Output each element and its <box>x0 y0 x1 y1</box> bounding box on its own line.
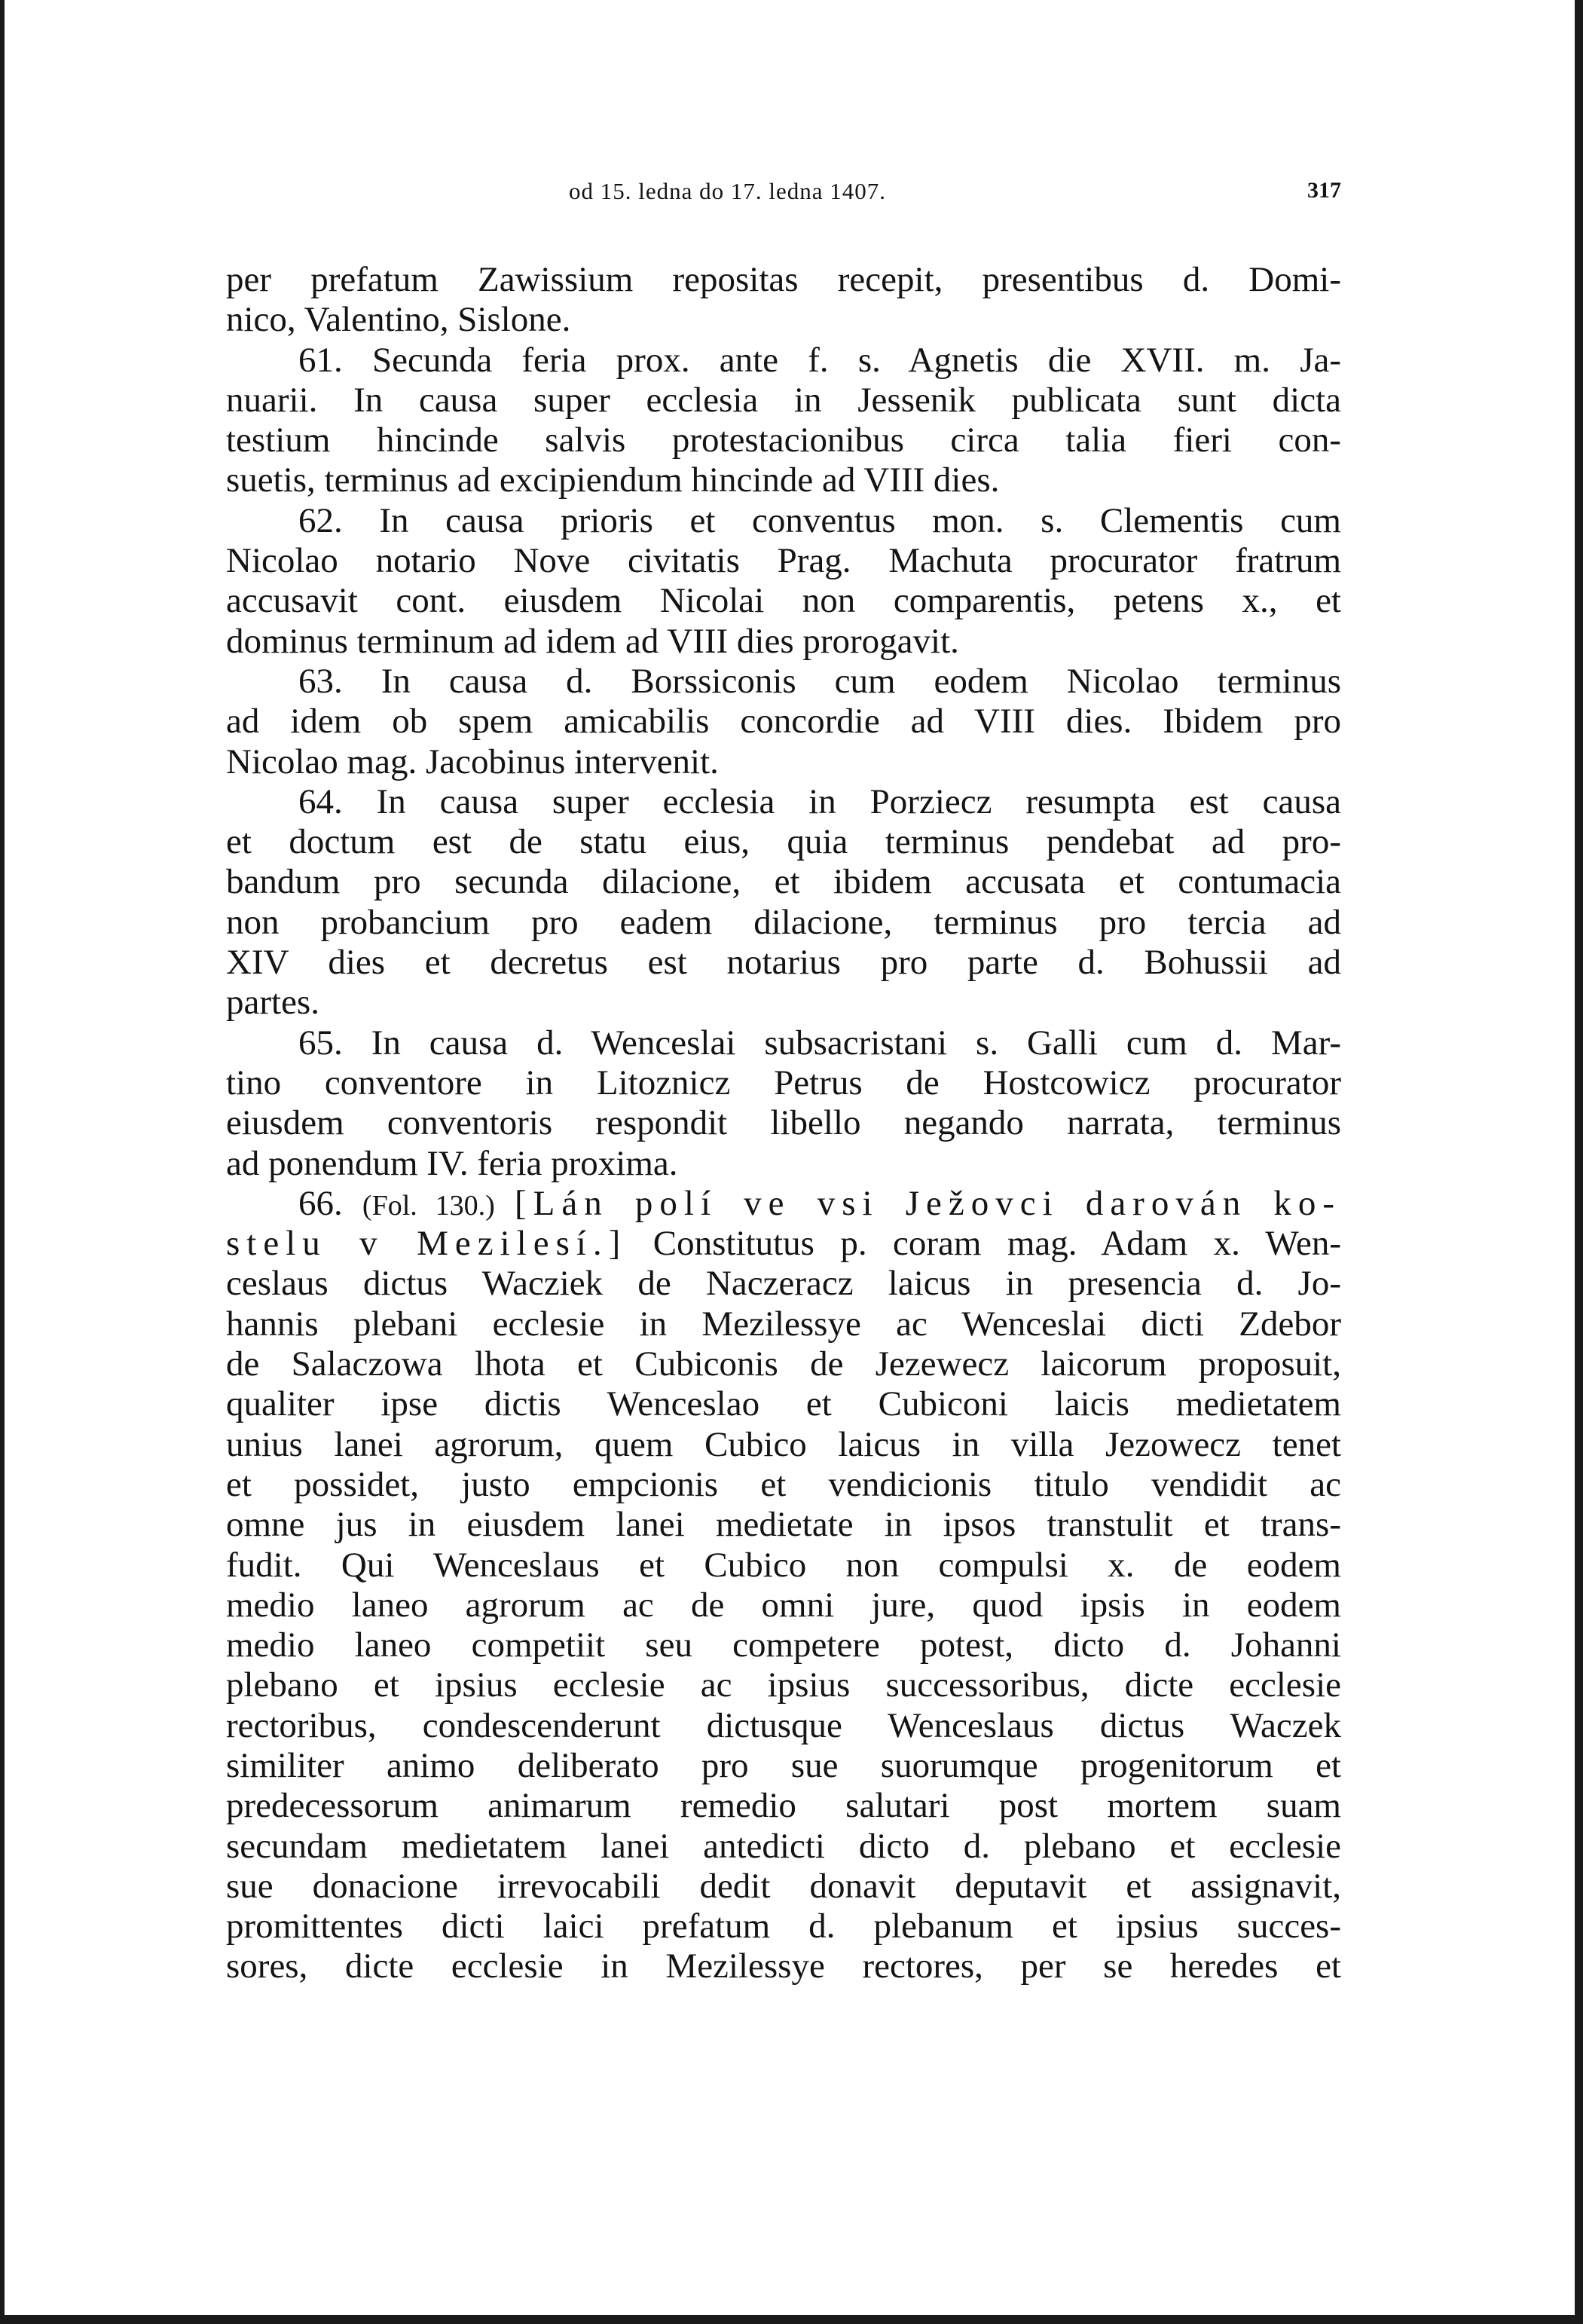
text-line: hannis plebani ecclesie in Mezilessye ac Wenceslai dicti Zdebor <box>226 1304 1341 1344</box>
text-line: promittentes dicti laici prefatum d. plebanum et ipsius succes- <box>226 1907 1341 1946</box>
text-line: 64. In causa super ecclesia in Porziecz resumpta est causa <box>298 781 1341 821</box>
text-line: tino conventore in Litoznicz Petrus de Hostcowicz procurator <box>226 1063 1341 1102</box>
text-line: accusavit cont. eiusdem Nicolai non comparentis, petens x., et <box>226 581 1341 621</box>
text-line: testium hincinde salvis protestacionibus circa talia fieri con- <box>226 420 1341 460</box>
text-line: qualiter ipse dictis Wenceslao et Cubiconi laicis medietatem <box>226 1384 1341 1424</box>
text-line: similiter animo deliberato pro sue suorumque progenitorum et <box>226 1745 1341 1785</box>
text-line: Nicolao mag. Jacobinus intervenit. <box>226 742 719 781</box>
entry-66-heading-line <box>226 1224 1341 1264</box>
text-line: medio laneo agrorum ac de omni jure, quod ipsis in eodem <box>226 1585 1341 1625</box>
text-line: per prefatum Zawissium repositas recepit, presentibus d. Domi- <box>226 260 1341 299</box>
entry-number: 66. <box>298 1183 343 1223</box>
text-line: unius lanei agrorum, quem Cubico laicus in villa Jezowecz tenet <box>226 1424 1341 1464</box>
text-line: et doctum est de statu eius, quia terminus pendebat ad pro- <box>226 822 1341 862</box>
text-line: partes. <box>226 983 319 1023</box>
text-line: 63. In causa d. Borssiconis cum eodem Nicolao terminus <box>298 661 1341 701</box>
text-line: secundam medietatem lanei antedicti dicto d. plebano et ecclesie <box>226 1826 1341 1866</box>
text-line: eiusdem conventoris respondit libello negando narrata, terminus <box>226 1103 1341 1143</box>
text-line: ad ponendum IV. feria proxima. <box>226 1143 678 1183</box>
text-line: ceslaus dictus Wacziek de Naczeracz laicus in presencia d. Jo- <box>226 1264 1341 1304</box>
text-line: medio laneo competiit seu competere potest, dicto d. Johanni <box>226 1625 1341 1665</box>
page-number: 317 <box>1307 178 1341 203</box>
text-line: 65. In causa d. Wenceslai subsacristani s. Galli cum d. Mar- <box>298 1023 1341 1063</box>
text-line: XIV dies et decretus est notarius pro parte d. Bohussii ad <box>226 943 1341 983</box>
entry-66-text-start: Constitutus p. coram mag. Adam x. Wen- <box>652 1224 1341 1264</box>
text-line: suetis, terminus ad excipiendum hincinde ad VIII dies. <box>226 460 1000 500</box>
entry-66-heading-line <box>226 1184 1341 1224</box>
text-line: non probancium pro eadem dilacione, terminus pro tercia ad <box>226 902 1341 942</box>
scan-edge-bottom <box>0 2315 1583 2324</box>
scan-edge-right <box>1575 0 1583 2324</box>
text-line: sores, dicte ecclesie in Mezilessye rectores, per se heredes et <box>226 1946 1341 1986</box>
text-line: sue donacione irrevocabili dedit donavit deputavit et assignavit, <box>226 1866 1341 1906</box>
text-line: fudit. Qui Wenceslaus et Cubico non compulsi x. de eodem <box>226 1545 1341 1585</box>
text-line: 61. Secunda feria prox. ante f. s. Agnetis die XVII. m. Ja- <box>298 340 1341 380</box>
text-line: et possidet, justo empcionis et vendicionis titulo vendidit ac <box>226 1464 1341 1504</box>
body-text <box>226 260 1341 1987</box>
text-line: de Salaczowa lhota et Cubiconis de Jezewecz laicorum proposuit, <box>226 1344 1341 1384</box>
text-line: 62. In causa prioris et conventus mon. s. Clementis cum <box>298 500 1341 540</box>
czech-heading-part1: [Lán polí ve vsi Ježovci darován ko- <box>515 1183 1342 1223</box>
czech-heading-part2: stelu v Mezilesí.] <box>226 1224 628 1264</box>
text-line: bandum pro secunda dilacione, et ibidem accusata et contumacia <box>226 862 1341 902</box>
text-line: rectoribus, condescenderunt dictusque Wenceslaus dictus Waczek <box>226 1705 1341 1745</box>
text-line: nuarii. In causa super ecclesia in Jessenik publicata sunt dicta <box>226 380 1341 420</box>
folio-reference: (Fol. 130.) <box>362 1189 495 1222</box>
text-line: plebano et ipsius ecclesie ac ipsius successoribus, dicte ecclesie <box>226 1665 1341 1705</box>
text-line: predecessorum animarum remedio salutari post mortem suam <box>226 1786 1341 1826</box>
text-line: ad idem ob spem amicabilis concordie ad VIII dies. Ibidem pro <box>226 702 1341 742</box>
page-header <box>226 178 1341 208</box>
scan-edge-left <box>0 0 5 2324</box>
text-line: Nicolao notario Nove civitatis Prag. Machuta procurator fratrum <box>226 541 1341 581</box>
text-line: omne jus in eiusdem lanei medietate in ipsos transtulit et trans- <box>226 1505 1341 1545</box>
text-line: dominus terminum ad idem ad VIII dies prorogavit. <box>226 621 959 661</box>
running-title: od 15. ledna do 17. ledna 1407. <box>569 178 887 204</box>
text-line: nico, Valentino, Sislone. <box>226 300 571 340</box>
